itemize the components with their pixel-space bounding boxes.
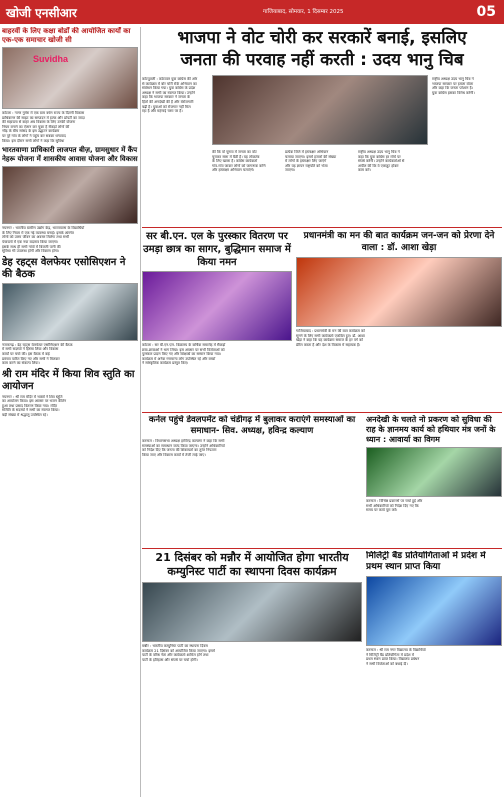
story-cpi-headline: 21 दिसंबर को मन्नौर में आयोजित होगा भारतीय कम्युनिस्ट पार्टी का स्थापना दिवस कार्यक्रम (155, 551, 349, 578)
story-right-1: अनदेखी के चलते नो प्रकरण को सुविधा की राह के ज्ञानमय कार्य को हथियार मंत्र जनों के ध्यान : आवार्या का विगम करनाल : विभिन्न प्रकरणों पर चर्चा हुई और सभी अधिकारियों को निर्देश दिए गए कि समय पर कार्य पूरा करें। (366, 415, 502, 545)
left-text-3: नजफगढ़ : डेह रहट्स वेलफेयर एसोसिएशन की बैठक में सभी सदस्यों ने हिस्सा लिया और विकास कार्यों पर चर्चा की। इस बैठक में कई प्रस्ताव पारित किए गए और सभी ने मिलकर काम करने का संकल्प लिया। (2, 342, 73, 366)
main-col-1: कोटपुतली : कोटवाल युवा कांग्रेस की ओर से कार्यक्रम में बोर चोरी रोकें अभियान का संबोधन किया गया। युवा कांग्रेस के प्रदेश अध्यक्ष ने सभी का स्वागत किया। उन्होंने कहा कि भाजपा सरकार ने जनता के हितों की अनदेखी की है और बेरोजगारी बढ़ी है। युवाओं को रोजगार नहीं मिल रहा है और महंगाई चरम पर है। (142, 77, 198, 114)
newspaper-title: खोजी एनसीआर (6, 5, 77, 20)
store-photo (2, 47, 138, 109)
section-rule-3 (142, 548, 502, 549)
story-mann-ki-baat-photo (296, 257, 502, 327)
story-sbnl: सर बी.एन. एल के पुरस्कार वितरण पर उमड़ा छात्र का सागर, बुद्धिमान समाज में किया नमन कोटला : सर बी.एन.एल. विद्यालय के वार्षिक समारोह में सैकड़ों छात्र-छात्राओं ने भाग लिया। इस अवसर पर सभी विजेताओं को पुरस्कार प्रदान किए गए और शिक्षकों का सम्मान किया गया। कार्यक्रम में अनेक गणमान्य लोग उपस्थित रहे और बच्चों ने सांस्कृतिक कार्यक्रम प्रस्तुत किए। (142, 231, 291, 366)
section-rule-1 (142, 227, 502, 228)
story-military-band-headline: मिलिट्री बैंड प्रतियोगिताओं में प्रदेश में प्रथम स्थान प्राप्त किया (366, 551, 486, 572)
story-karnal-headline: कर्नल पहुंचे डेवलपमेंट को चंडीगढ़ में बुलाकर कराएंगे समस्याओं का समाधान- सिव. अध्यक्ष, हविन्द्र कल्याण (148, 415, 356, 436)
story-sbnl-photo (142, 271, 292, 341)
story-military-band: मिलिट्री बैंड प्रतियोगिताओं में प्रदेश में प्रथम स्थान प्राप्त किया करनाल : श्री राम नगर विद्यालय के विद्यार्थियों ने मिलिट्री बैंड प्रतियोगिता में प्रदेश में प्रथम स्थान प्राप्त किया। विद्यालय प्रबंधन ने सभी विजेताओं को बधाई दी। (366, 551, 502, 796)
story-sbnl-headline: सर बी.एन. एल के पुरस्कार वितरण पर उमड़ा छात्र का सागर, बुद्धिमान समाज में किया नमन (143, 231, 291, 268)
section-rule-2 (142, 412, 502, 413)
main-headline-line1: भाजपा ने वोट चोरी कर सरकारें बनाई, इसलिए (177, 28, 467, 48)
story-military-band-photo (366, 576, 502, 646)
right-top-text: राष्ट्रीय अध्यक्ष उदय भानु चिब ने भाजपा सरकार पर हमला बोला और कहा कि जनता परेशान है। युवा कांग्रेस इसका विरोध करेगी। (432, 77, 475, 95)
main-headline (142, 27, 502, 71)
left-text-2: नयनगर : भारतीय ग्रामीण उद्योग केंद्र, भारतवाणा के विद्यार्थियों के लिए नियम में एक नई व्यवस्था बनाई। इसके अंतर्गत लोगों को उत्तम जीवन का अवसर मिलेगा तथा सभी पंचायतों में एक नया बदलाव किया जाएगा। इसके साथ ही सभी गांवों में बिजली पानी की सुविधा भी उपलब्ध होगी और विकास होगा। (2, 226, 85, 254)
left-text-1: कोटला : नागर गुमेरा में एक ग्राम वर्धन राज्य के दिल्ली विकास प्राधिकरण की साइट का सम्पादन में हल्क और प्रोपर्टी का जादा की सहायता से बाहर अब विकास के लिए उनकी योजना नियम बनाने का ऐलान कर चुका है सैकड़ों लोगों की भीड़ के बीच सांसद के इस उद्घाटन कार्यक्रम पर पूरे गांव के लोगों ने पहुंच कर सबका धन्यवाद किया। इस दौरान सभी लोगों ने कहा कि सुविधा (2, 111, 85, 143)
meeting-photo (2, 283, 138, 341)
left-headline-2: भारतवाणा प्राधिकारी लाजपत बीज़, ग्रामसुधार में कैंप नेहरू योजना में शासकीय आवास योजना और विकास (2, 146, 138, 164)
story-right-1-headline: अनदेखी के चलते नो प्रकरण को सुविधा की राह के ज्ञानमय कार्य को हथियार मंत्र जनों के ध्यान : आवार्या का विगम (366, 415, 496, 444)
left-headline-1: बाहरवीं के लिए कक्षा बोर्डों की आयोजित कार्यों का एक-एक समाचार खोजी सी (2, 27, 131, 44)
masthead (0, 0, 504, 24)
page-number: 05 (476, 4, 496, 20)
story-mann-ki-baat: प्रधानमंत्री का मन की बात कार्यक्रम जन-जन को प्रेरणा देने वाला : डॉ. आशा खेड़ा गाजियाबाद : प्रधानमंत्री के मन की बात कार्यक्रम को सुनने के लिए सभी कार्यकर्ता एकत्रित हुए। डॉ. आशा खेड़ा ने कहा कि यह कार्यक्रम समाज के हर वर्ग को प्रेरित करता है और देश के विकास में सहायक है। (296, 230, 502, 410)
left-column (2, 27, 138, 797)
left-headline-3: डेह रहट्स वेलफेयर एसोसिएशन ने की बैठक (2, 256, 126, 280)
story-cpi-photo (142, 582, 362, 642)
left-text-4: नयनगर : श्री राम मंदिर में भक्तों ने शिव स्तुति का आयोजन किया। इस अवसर पर भजन कीर्तन हुआ तथा प्रसाद वितरण किया गया। मंदिर समिति के सदस्यों ने सभी का स्वागत किया। बड़ी संख्या में श्रद्धालु उपस्थित रहे। (2, 394, 66, 418)
main-rally-photo (212, 75, 428, 145)
group-photo (2, 166, 138, 224)
story-mann-ki-baat-headline: प्रधानमंत्री का मन की बात कार्यक्रम जन-जन को प्रेरणा देने वाला : डॉ. आशा खेड़ा (303, 231, 495, 253)
store-sign: Suvidha (33, 54, 69, 64)
main-headline-line2: जनता की परवाह नहीं करती : उदय भानु चिब (180, 50, 464, 70)
column-divider (140, 27, 141, 797)
left-headline-4: श्री राम मंदिर में किया शिव स्तुति का आयोजन (2, 368, 135, 392)
main-col-3: प्रत्येक जिले में हस्ताक्षर अभियान चलाया जाएगा। इसमें हजारों की संख्या में लोगों के हस्ताक्षर लिए जाएंगे और यह ज्ञापन राष्ट्रपति को भेजा जाएगा। (285, 150, 337, 173)
main-col-4: राष्ट्रीय अध्यक्ष उदय भानु चिब ने कहा कि युवा कांग्रेस हर मोर्चे पर संघर्ष करेगी। उन्होंने कार्यकर्ताओं से अपील की कि वे एकजुट होकर काम करें। (358, 150, 405, 173)
story-cpi: 21 दिसंबर को मन्नौर में आयोजित होगा भारतीय कम्युनिस्ट पार्टी का स्थापना दिवस कार्यक्रम मन्नौर : भारतीय कम्युनिस्ट पार्टी का स्थापना दिवस कार्यक्रम 21 दिसंबर को आयोजित किया जाएगा। इसमें पार्टी के वरिष्ठ नेता और कार्यकर्ता शामिल होंगे तथा पार्टी के इतिहास और संघर्ष पर चर्चा होगी। (142, 551, 362, 796)
date-line: गाजियाबाद, सोमवार, 1 दिसम्बर 2025 (262, 8, 344, 15)
main-col-2: की कि वो चुनाव में जनता का वोट चुराकर सत्ता में बैठी है। यह लोकतंत्र के लिए खतरा है। कांग्रेस कार्यकर्ता गांव-गांव जाकर लोगों को जागरूक करेंगे और हस्ताक्षर अभियान चलाएंगे। (212, 150, 266, 173)
story-karnal: कर्नल पहुंचे डेवलपमेंट को चंडीगढ़ में बुलाकर कराएंगे समस्याओं का समाधान- सिव. अध्यक्ष, हविन्द्र कल्याण करनाल : विधानसभा अध्यक्ष हरविन्द्र कल्याण ने कहा कि सभी समस्याओं का समाधान जल्द किया जाएगा। उन्होंने अधिकारियों को निर्देश दिए कि जनता की शिकायतों का तुरंत निपटारा किया जाए और विकास कार्यों में तेजी लाई जाए। (142, 415, 362, 545)
story-right-1-photo (366, 447, 502, 497)
